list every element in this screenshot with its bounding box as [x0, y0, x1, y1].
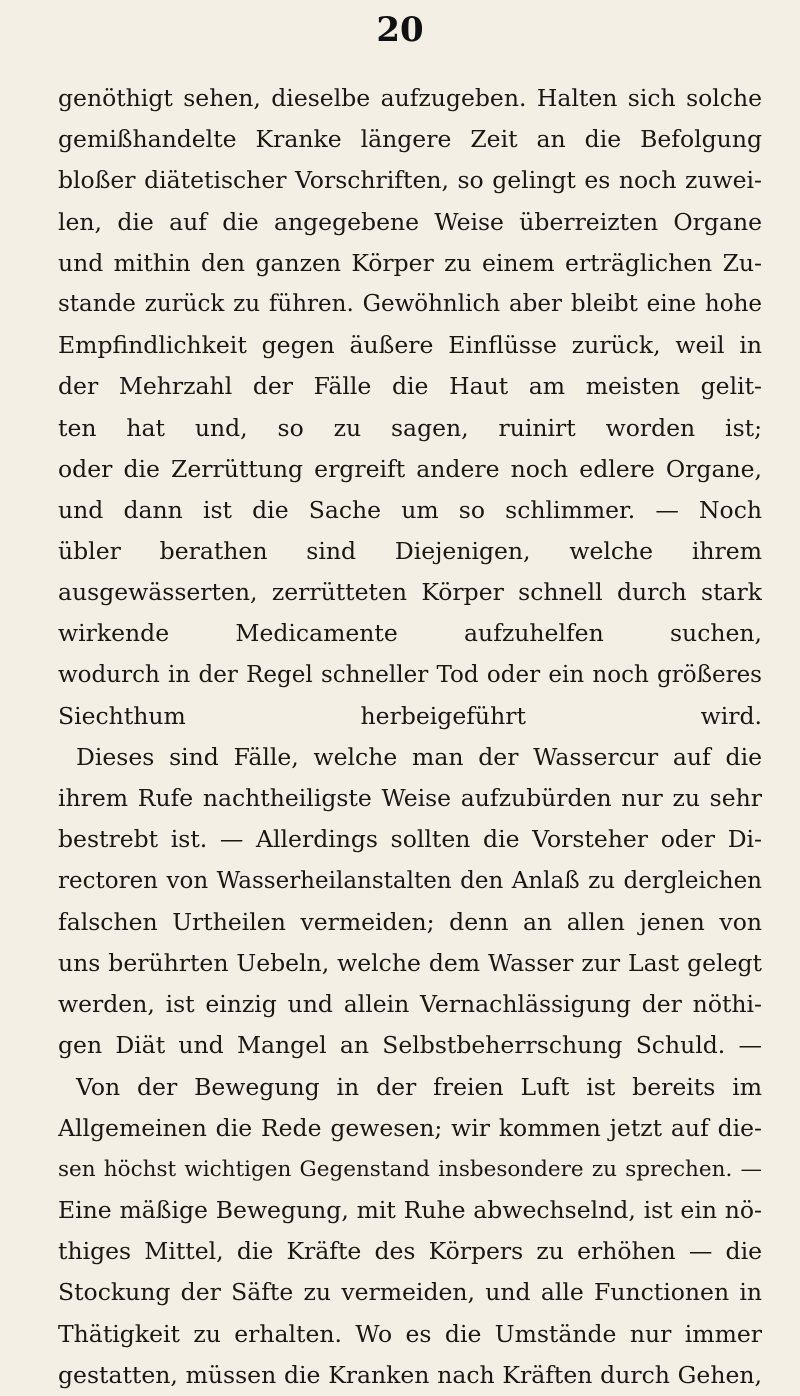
text-line: und dann ist die Sache um so schlimmer. — Noch	[58, 495, 762, 524]
text-line: wodurch in der Regel schneller Tod oder ein noch größeres	[58, 661, 762, 688]
text-line: Allgemeinen die Rede gewesen; wir kommen jetzt auf die-	[58, 1113, 762, 1142]
text-line: werden, ist einzig und allein Vernachlässigung der nöthi-	[58, 990, 762, 1019]
text-line: übler berathen sind Diejenigen, welche ihrem	[58, 537, 762, 566]
text-line: gestatten, müssen die Kranken nach Kräften durch Gehen,	[58, 1360, 762, 1389]
text-line: uns berührten Uebeln, welche dem Wasser zur Last gelegt	[58, 948, 762, 977]
text-line: genöthigt sehen, dieselbe aufzugeben. Halten sich solche	[58, 84, 762, 112]
text-line: Stockung der Säfte zu vermeiden, und alle Functionen in	[58, 1278, 762, 1307]
text-line: der Mehrzahl der Fälle die Haut am meisten gelit-	[58, 372, 762, 401]
text-line: ten hat und, so zu sagen, ruinirt worden ist;	[58, 413, 762, 442]
body-text	[58, 78, 762, 1396]
text-line: bloßer diätetischer Vorschriften, so gelingt es noch zuwei-	[58, 166, 762, 195]
text-line: Siechthum herbeigeführt wird.	[58, 701, 762, 730]
text-line: gen Diät und Mangel an Selbstbeherrschung Schuld. —	[58, 1031, 762, 1060]
text-line: ausgewässerten, zerrütteten Körper schnell durch stark	[58, 578, 762, 607]
text-line: ihrem Rufe nachtheiligste Weise aufzubürden nur zu sehr	[58, 784, 762, 813]
text-line: Eine mäßige Bewegung, mit Ruhe abwechselnd, ist ein nö-	[58, 1196, 762, 1225]
text-line: Dieses sind Fälle, welche man der Wassercur auf die	[76, 743, 762, 771]
text-line: falschen Urtheilen vermeiden; denn an allen jenen von	[58, 907, 762, 936]
text-line: Von der Bewegung in der freien Luft ist bereits im	[76, 1072, 762, 1101]
text-line: Thätigkeit zu erhalten. Wo es die Umstände nur immer	[58, 1319, 762, 1348]
text-line: bestrebt ist. — Allerdings sollten die Vorsteher oder Di-	[58, 825, 762, 854]
text-line: thiges Mittel, die Kräfte des Körpers zu erhöhen — die	[58, 1237, 762, 1266]
text-line: len, die auf die angegebene Weise überreizten Organe	[58, 207, 762, 236]
text-line: rectoren von Wasserheilanstalten den Anlaß zu dergleichen	[58, 867, 762, 894]
text-line: gemißhandelte Kranke längere Zeit an die Befolgung	[58, 125, 762, 154]
page-number: 20	[376, 10, 424, 50]
text-line: wirkende Medicamente aufzuhelfen suchen,	[58, 619, 762, 648]
text-line: Empfindlichkeit gegen äußere Einflüsse zurück, weil in	[58, 331, 762, 360]
text-line: oder die Zerrüttung ergreift andere noch edlere Organe,	[58, 454, 762, 483]
text-line: stande zurück zu führen. Gewöhnlich aber bleibt eine hohe	[58, 290, 762, 317]
text-line: sen höchst wichtigen Gegenstand insbesondere zu sprechen. —	[58, 1156, 762, 1182]
text-line: und mithin den ganzen Körper zu einem erträglichen Zu-	[58, 248, 762, 277]
